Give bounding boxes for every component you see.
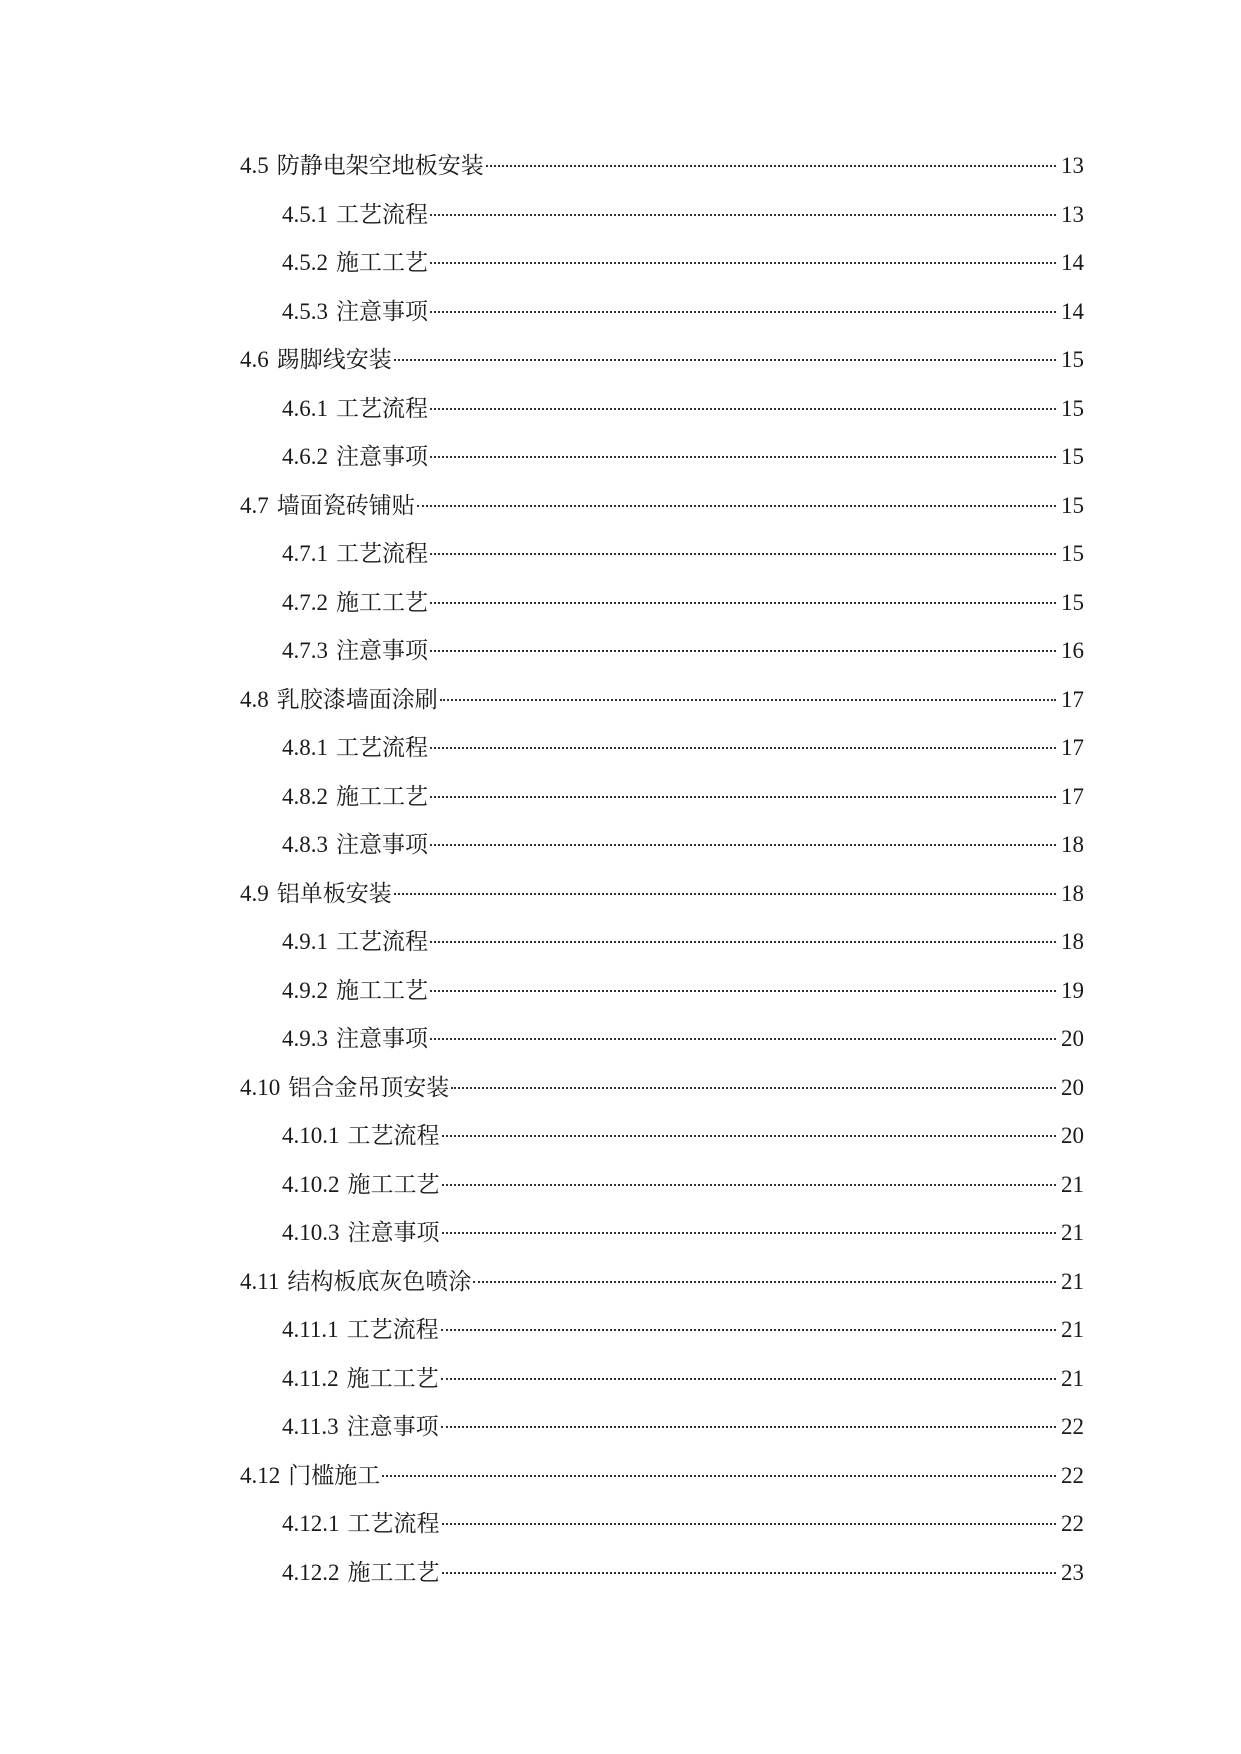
dot-leader: [441, 1328, 1056, 1331]
toc-entry-number: 4.6.2: [282, 444, 328, 469]
toc-entry-number: 4.6.1: [282, 395, 328, 421]
toc-entry-title: 铝合金吊顶安装: [288, 1074, 450, 1100]
toc-entry[interactable]: [240, 385, 1084, 434]
toc-entry[interactable]: [240, 1452, 1084, 1501]
toc-entry-number: 4.11: [240, 1268, 280, 1294]
toc-entry-number: 4.6: [240, 347, 269, 372]
toc-entry-number: 4.5.1: [282, 201, 328, 227]
dot-leader: [442, 1183, 1057, 1186]
toc-entry-title: 工艺流程: [336, 929, 428, 954]
toc-entry-number: 4.12.1: [282, 1511, 340, 1536]
toc-entry-title: 施工工艺: [347, 1559, 440, 1585]
toc-entry-page-number: 16: [1061, 638, 1084, 663]
dot-leader: [440, 698, 1056, 701]
toc-entry-page-number: 15: [1061, 541, 1084, 566]
toc-entry-number: 4.11.2: [282, 1365, 339, 1391]
dot-leader: [394, 892, 1056, 895]
toc-entry-number: 4.9.3: [282, 1026, 328, 1051]
toc-entry-number: 4.9: [240, 880, 269, 906]
toc-entry-title: 施工工艺: [336, 250, 428, 275]
toc-entry-number: 4.10: [240, 1074, 281, 1100]
table-of-contents: [240, 142, 1084, 1597]
toc-entry-title: 门槛施工: [288, 1462, 381, 1488]
toc-entry[interactable]: [240, 1403, 1084, 1452]
toc-entry-number: 4.11.3: [282, 1414, 339, 1439]
toc-entry-title: 防静电架空地板安装: [276, 153, 484, 178]
dot-leader: [430, 455, 1056, 458]
toc-entry-title: 注意事项: [346, 1414, 439, 1439]
toc-entry-page-number: 17: [1061, 783, 1084, 809]
toc-entry-number: 4.12.2: [282, 1559, 340, 1585]
toc-entry-number: 4.9.2: [282, 977, 328, 1003]
toc-entry-title: 注意事项: [336, 298, 428, 324]
toc-entry-title: 施工工艺: [347, 1171, 440, 1197]
toc-entry-number: 4.5: [240, 153, 269, 178]
toc-entry[interactable]: [240, 239, 1084, 288]
toc-entry-page-number: 22: [1061, 1511, 1084, 1536]
toc-entry-number: 4.8: [240, 686, 269, 712]
toc-entry-number: 4.8.2: [282, 783, 328, 809]
dot-leader: [442, 1231, 1057, 1234]
toc-entry-page-number: 23: [1061, 1559, 1084, 1585]
toc-entry-title: 工艺流程: [346, 1317, 439, 1342]
toc-entry[interactable]: [240, 627, 1084, 676]
toc-entry-page-number: 22: [1061, 1414, 1084, 1439]
toc-entry-page-number: 15: [1061, 395, 1084, 421]
dot-leader: [430, 261, 1056, 264]
toc-entry-page-number: 22: [1061, 1462, 1084, 1488]
toc-entry-title: 工艺流程: [347, 1123, 440, 1148]
dot-leader: [442, 1134, 1057, 1137]
toc-entry-page-number: 13: [1061, 153, 1084, 178]
toc-entry-title: 乳胶漆墙面涂刷: [276, 686, 438, 712]
toc-entry-number: 4.8.1: [282, 735, 328, 760]
toc-entry-page-number: 13: [1061, 201, 1084, 227]
toc-entry-number: 4.7.2: [282, 589, 328, 615]
toc-entry[interactable]: [240, 870, 1084, 919]
toc-entry-number: 4.11.1: [282, 1317, 339, 1342]
toc-entry-title: 铝单板安装: [276, 880, 392, 906]
toc-entry[interactable]: [240, 482, 1084, 531]
toc-entry-title: 施工工艺: [336, 977, 428, 1003]
dot-leader: [430, 552, 1056, 555]
toc-entry-number: 4.10.3: [282, 1220, 340, 1245]
toc-entry-number: 4.7.3: [282, 638, 328, 663]
toc-entry-number: 4.7.1: [282, 541, 328, 566]
toc-entry-title: 注意事项: [336, 1026, 428, 1051]
toc-entry[interactable]: [240, 1161, 1084, 1210]
toc-entry-title: 施工工艺: [336, 783, 428, 809]
toc-entry-page-number: 15: [1061, 444, 1084, 469]
toc-entry-page-number: 18: [1061, 929, 1084, 954]
toc-entry-page-number: 15: [1061, 347, 1084, 372]
toc-entry[interactable]: [240, 142, 1084, 191]
toc-entry[interactable]: [240, 676, 1084, 725]
dot-leader: [382, 1474, 1056, 1477]
toc-entry[interactable]: [240, 1306, 1084, 1355]
dot-leader: [442, 1571, 1057, 1574]
toc-entry-page-number: 20: [1061, 1074, 1084, 1100]
dot-leader: [430, 407, 1056, 410]
toc-entry[interactable]: [240, 1500, 1084, 1549]
toc-entry-page-number: 21: [1061, 1268, 1084, 1294]
dot-leader: [442, 1522, 1057, 1525]
dot-leader: [430, 843, 1056, 846]
toc-entry-number: 4.9.1: [282, 929, 328, 954]
toc-entry-number: 4.5.3: [282, 298, 328, 324]
toc-entry-page-number: 21: [1061, 1317, 1084, 1342]
toc-entry-title: 工艺流程: [347, 1511, 440, 1536]
toc-entry-page-number: 14: [1061, 250, 1084, 275]
toc-entry-title: 工艺流程: [336, 541, 428, 566]
dot-leader: [430, 649, 1056, 652]
dot-leader: [430, 310, 1056, 313]
toc-entry-title: 工艺流程: [336, 201, 428, 227]
toc-entry-title: 踢脚线安装: [276, 347, 392, 372]
toc-entry-page-number: 21: [1061, 1365, 1084, 1391]
toc-entry[interactable]: [240, 1258, 1084, 1307]
toc-entry-title: 施工工艺: [336, 589, 428, 615]
toc-entry[interactable]: [240, 191, 1084, 240]
toc-entry[interactable]: [240, 1355, 1084, 1404]
toc-entry[interactable]: [240, 773, 1084, 822]
toc-entry-page-number: 21: [1061, 1171, 1084, 1197]
toc-entry-title: 工艺流程: [336, 735, 428, 760]
dot-leader: [394, 358, 1056, 361]
toc-entry-page-number: 17: [1061, 686, 1084, 712]
toc-entry-number: 4.7: [240, 492, 269, 518]
toc-entry-page-number: 14: [1061, 298, 1084, 324]
toc-entry-page-number: 15: [1061, 589, 1084, 615]
toc-entry[interactable]: [240, 1015, 1084, 1064]
toc-entry[interactable]: [240, 821, 1084, 870]
dot-leader: [441, 1377, 1056, 1380]
toc-entry[interactable]: [240, 1112, 1084, 1161]
toc-entry-title: 结构板底灰色喷涂: [287, 1268, 472, 1294]
toc-entry-page-number: 18: [1061, 832, 1084, 857]
toc-entry[interactable]: [240, 1064, 1084, 1113]
toc-entry[interactable]: [240, 336, 1084, 385]
toc-entry-page-number: 20: [1061, 1123, 1084, 1148]
dot-leader: [417, 504, 1056, 507]
toc-entry-title: 注意事项: [336, 444, 428, 469]
toc-entry-title: 施工工艺: [346, 1365, 439, 1391]
dot-leader: [430, 601, 1056, 604]
toc-entry[interactable]: [240, 1209, 1084, 1258]
dot-leader: [486, 164, 1056, 167]
dot-leader: [430, 989, 1056, 992]
toc-entry-title: 墙面瓷砖铺贴: [276, 492, 415, 518]
toc-entry-number: 4.5.2: [282, 250, 328, 275]
toc-entry[interactable]: [240, 433, 1084, 482]
dot-leader: [441, 1425, 1056, 1428]
dot-leader: [451, 1086, 1056, 1089]
toc-entry-title: 注意事项: [336, 832, 428, 857]
toc-entry-title: 注意事项: [336, 638, 428, 663]
dot-leader: [430, 795, 1056, 798]
toc-entry[interactable]: [240, 579, 1084, 628]
toc-entry[interactable]: [240, 918, 1084, 967]
toc-entry-page-number: 20: [1061, 1026, 1084, 1051]
toc-entry-number: 4.10.1: [282, 1123, 340, 1148]
dot-leader: [473, 1280, 1056, 1283]
dot-leader: [430, 213, 1056, 216]
toc-entry-title: 注意事项: [347, 1220, 440, 1245]
toc-entry[interactable]: [240, 967, 1084, 1016]
toc-entry-number: 4.10.2: [282, 1171, 340, 1197]
toc-entry[interactable]: [240, 530, 1084, 579]
toc-entry-title: 工艺流程: [336, 395, 428, 421]
toc-entry-page-number: 19: [1061, 977, 1084, 1003]
dot-leader: [430, 940, 1056, 943]
dot-leader: [430, 746, 1056, 749]
toc-entry[interactable]: [240, 1549, 1084, 1598]
toc-entry-page-number: 17: [1061, 735, 1084, 760]
toc-entry-page-number: 15: [1061, 492, 1084, 518]
toc-entry-number: 4.12: [240, 1462, 281, 1488]
dot-leader: [430, 1037, 1056, 1040]
toc-entry-number: 4.8.3: [282, 832, 328, 857]
toc-entry[interactable]: [240, 288, 1084, 337]
toc-entry-page-number: 18: [1061, 880, 1084, 906]
toc-entry-page-number: 21: [1061, 1220, 1084, 1245]
toc-entry[interactable]: [240, 724, 1084, 773]
